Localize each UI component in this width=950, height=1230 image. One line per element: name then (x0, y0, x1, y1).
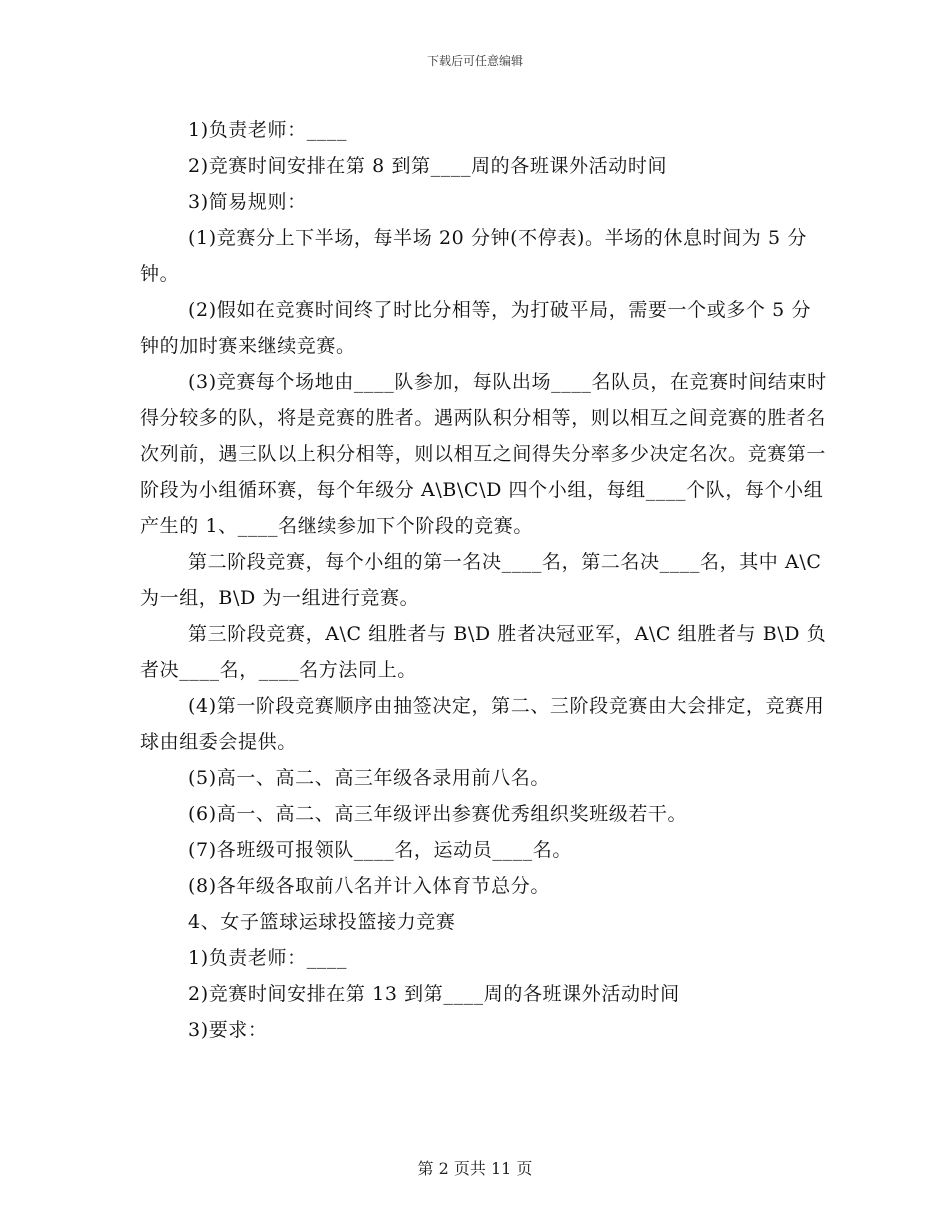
paragraph: 第三阶段竞赛，A\C 组胜者与 B\D 胜者决冠亚军，A\C 组胜者与 B\D 负者决____名，____名方法同上。 (140, 623, 827, 681)
section-heading: 4、女子篮球运球投篮接力竞赛 (188, 911, 456, 933)
paragraph: (7)各班级可报领队____名，运动员____名。 (188, 839, 572, 861)
paragraph: 3)要求： (188, 1019, 268, 1041)
page-header: 下载后可任意编辑 (426, 54, 523, 68)
paragraph: (2)假如在竞赛时间终了时比分相等，为打破平局，需要一个或多个 5 分钟的加时赛来继续竞赛。 (140, 299, 812, 357)
paragraph: 1)负责老师：____ (188, 119, 348, 141)
paragraph: 2)竞赛时间安排在第 13 到第____周的各班课外活动时间 (188, 983, 680, 1005)
paragraph: (3)竞赛每个场地由____队参加，每队出场____名队员，在竞赛时间结束时得分较多的队，将是竞赛的胜者。遇两队积分相等，则以相互之间竞赛的胜者名次列前，遇三队以上积分相等，则以相互之间得失分率多少决定名次。竞赛第一阶段为小组循环赛，每个年级分 A\B\C\D 四个小组，每组____个队，每个小组产生的 1、____名继续参加下个阶段的竞赛。 (140, 371, 827, 537)
paragraph: 2)竞赛时间安排在第 8 到第____周的各班课外活动时间 (188, 155, 668, 177)
paragraph: (1)竞赛分上下半场，每半场 20 分钟(不停表)。半场的休息时间为 5 分钟。 (140, 227, 807, 285)
page-footer: 第 2 页共 11 页 (417, 1159, 533, 1178)
paragraph: 1)负责老师：____ (188, 947, 348, 969)
paragraph: 第二阶段竞赛，每个小组的第一名决____名，第二名决____名，其中 A\C 为一组，B\D 为一组进行竞赛。 (140, 551, 822, 609)
paragraph: (6)高一、高二、高三年级评出参赛优秀组织奖班级若干。 (188, 803, 688, 825)
paragraph: (4)第一阶段竞赛顺序由抽签决定，第二、三阶段竞赛由大会排定，竞赛用球由组委会提供。 (140, 695, 825, 753)
paragraph: (8)各年级各取前八名并计入体育节总分。 (188, 875, 550, 897)
paragraph: (5)高一、高二、高三年级各录用前八名。 (188, 767, 550, 789)
document-body (140, 112, 830, 1048)
paragraph: 3)简易规则： (188, 191, 307, 213)
